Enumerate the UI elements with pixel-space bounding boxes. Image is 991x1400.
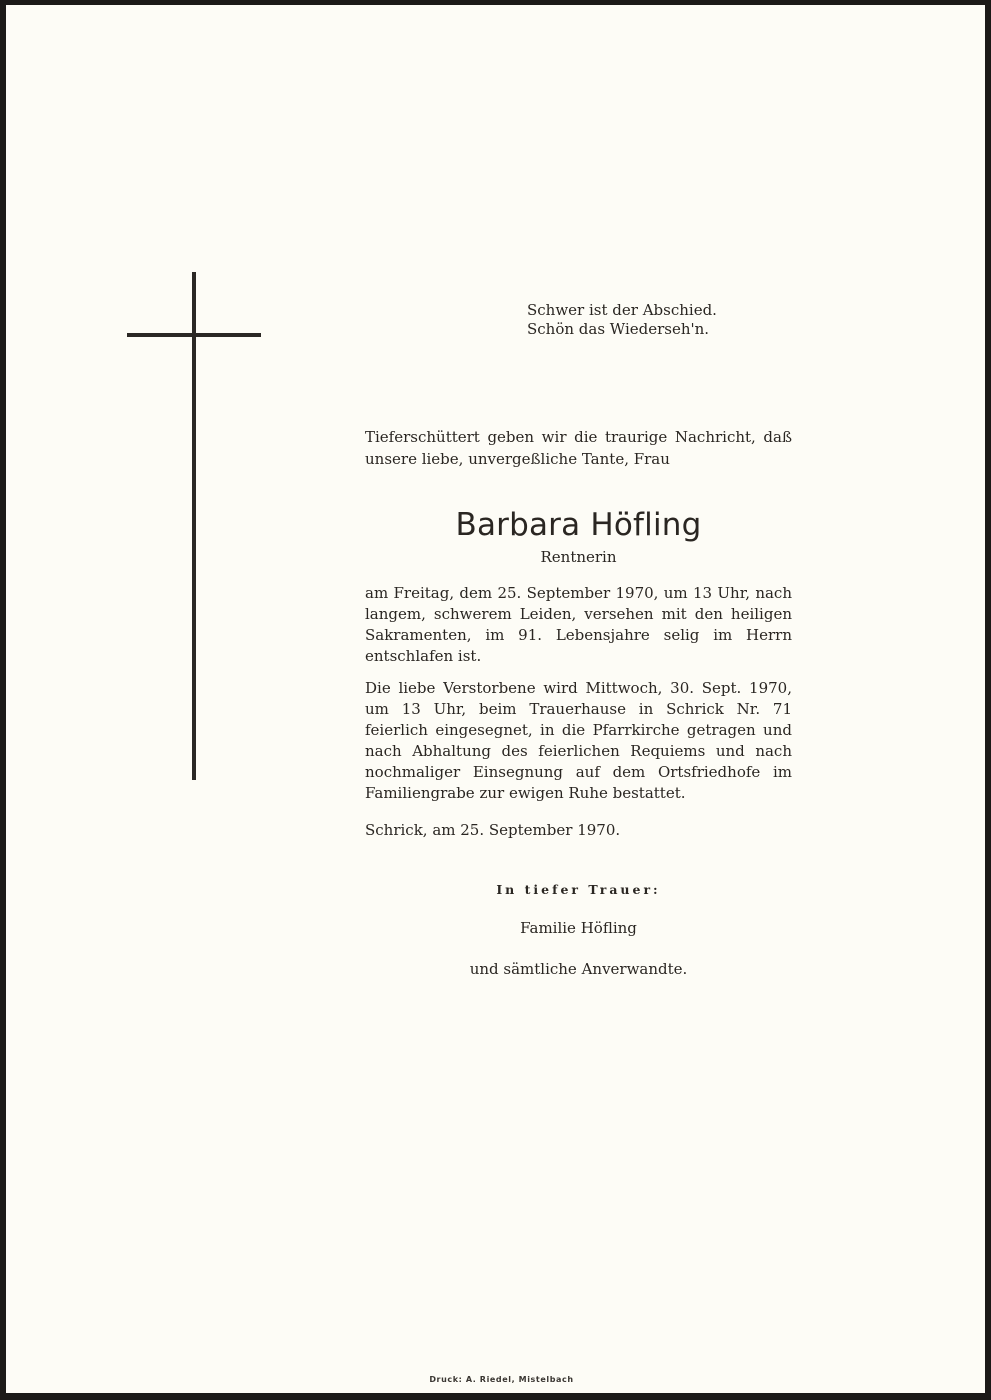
mourning-heading: In tiefer Trauer:: [496, 882, 661, 897]
motto-line-2: Schön das Wiederseh'n.: [527, 320, 710, 338]
place-date: Schrick, am 25. September 1970.: [365, 821, 621, 839]
funeral-details-paragraph: Die liebe Verstorbene wird Mittwoch, 30. Sept. 1970, um 13 Uhr, beim Trauerhause in Schrick Nr. 71 feierlich eingesegnet, in die Pfarrkirche getragen und nach Abhaltung des feierlichen Requiems und nach nochmaliger Einsegnung auf dem Ortsfriedhofe im Familiengrabe zur ewigen Ruhe bestattet.: [365, 679, 792, 802]
motto: [527, 301, 717, 339]
deceased-occupation: Rentnerin: [540, 548, 617, 566]
cross-horizontal-bar: [127, 333, 261, 337]
printer-credit: Druck: A. Riedel, Mistelbach: [429, 1375, 574, 1384]
deceased-name: Barbara Höfling: [455, 507, 702, 543]
family-name: Familie Höfling: [520, 919, 637, 937]
motto-line-1: Schwer ist der Abschied.: [527, 301, 717, 319]
death-notice-paragraph: am Freitag, dem 25. September 1970, um 13 Uhr, nach langem, schwerem Leiden, versehen mit den heiligen Sakramenten, im 91. Lebensjahre selig im Herrn entschlafen ist.: [365, 584, 792, 665]
cross-vertical-bar: [192, 272, 196, 780]
intro-text: Tieferschüttert geben wir die traurige Nachricht, daß unsere liebe, unvergeßliche Tante, Frau: [365, 428, 792, 468]
relatives-line: und sämtliche Anverwandte.: [469, 960, 688, 978]
